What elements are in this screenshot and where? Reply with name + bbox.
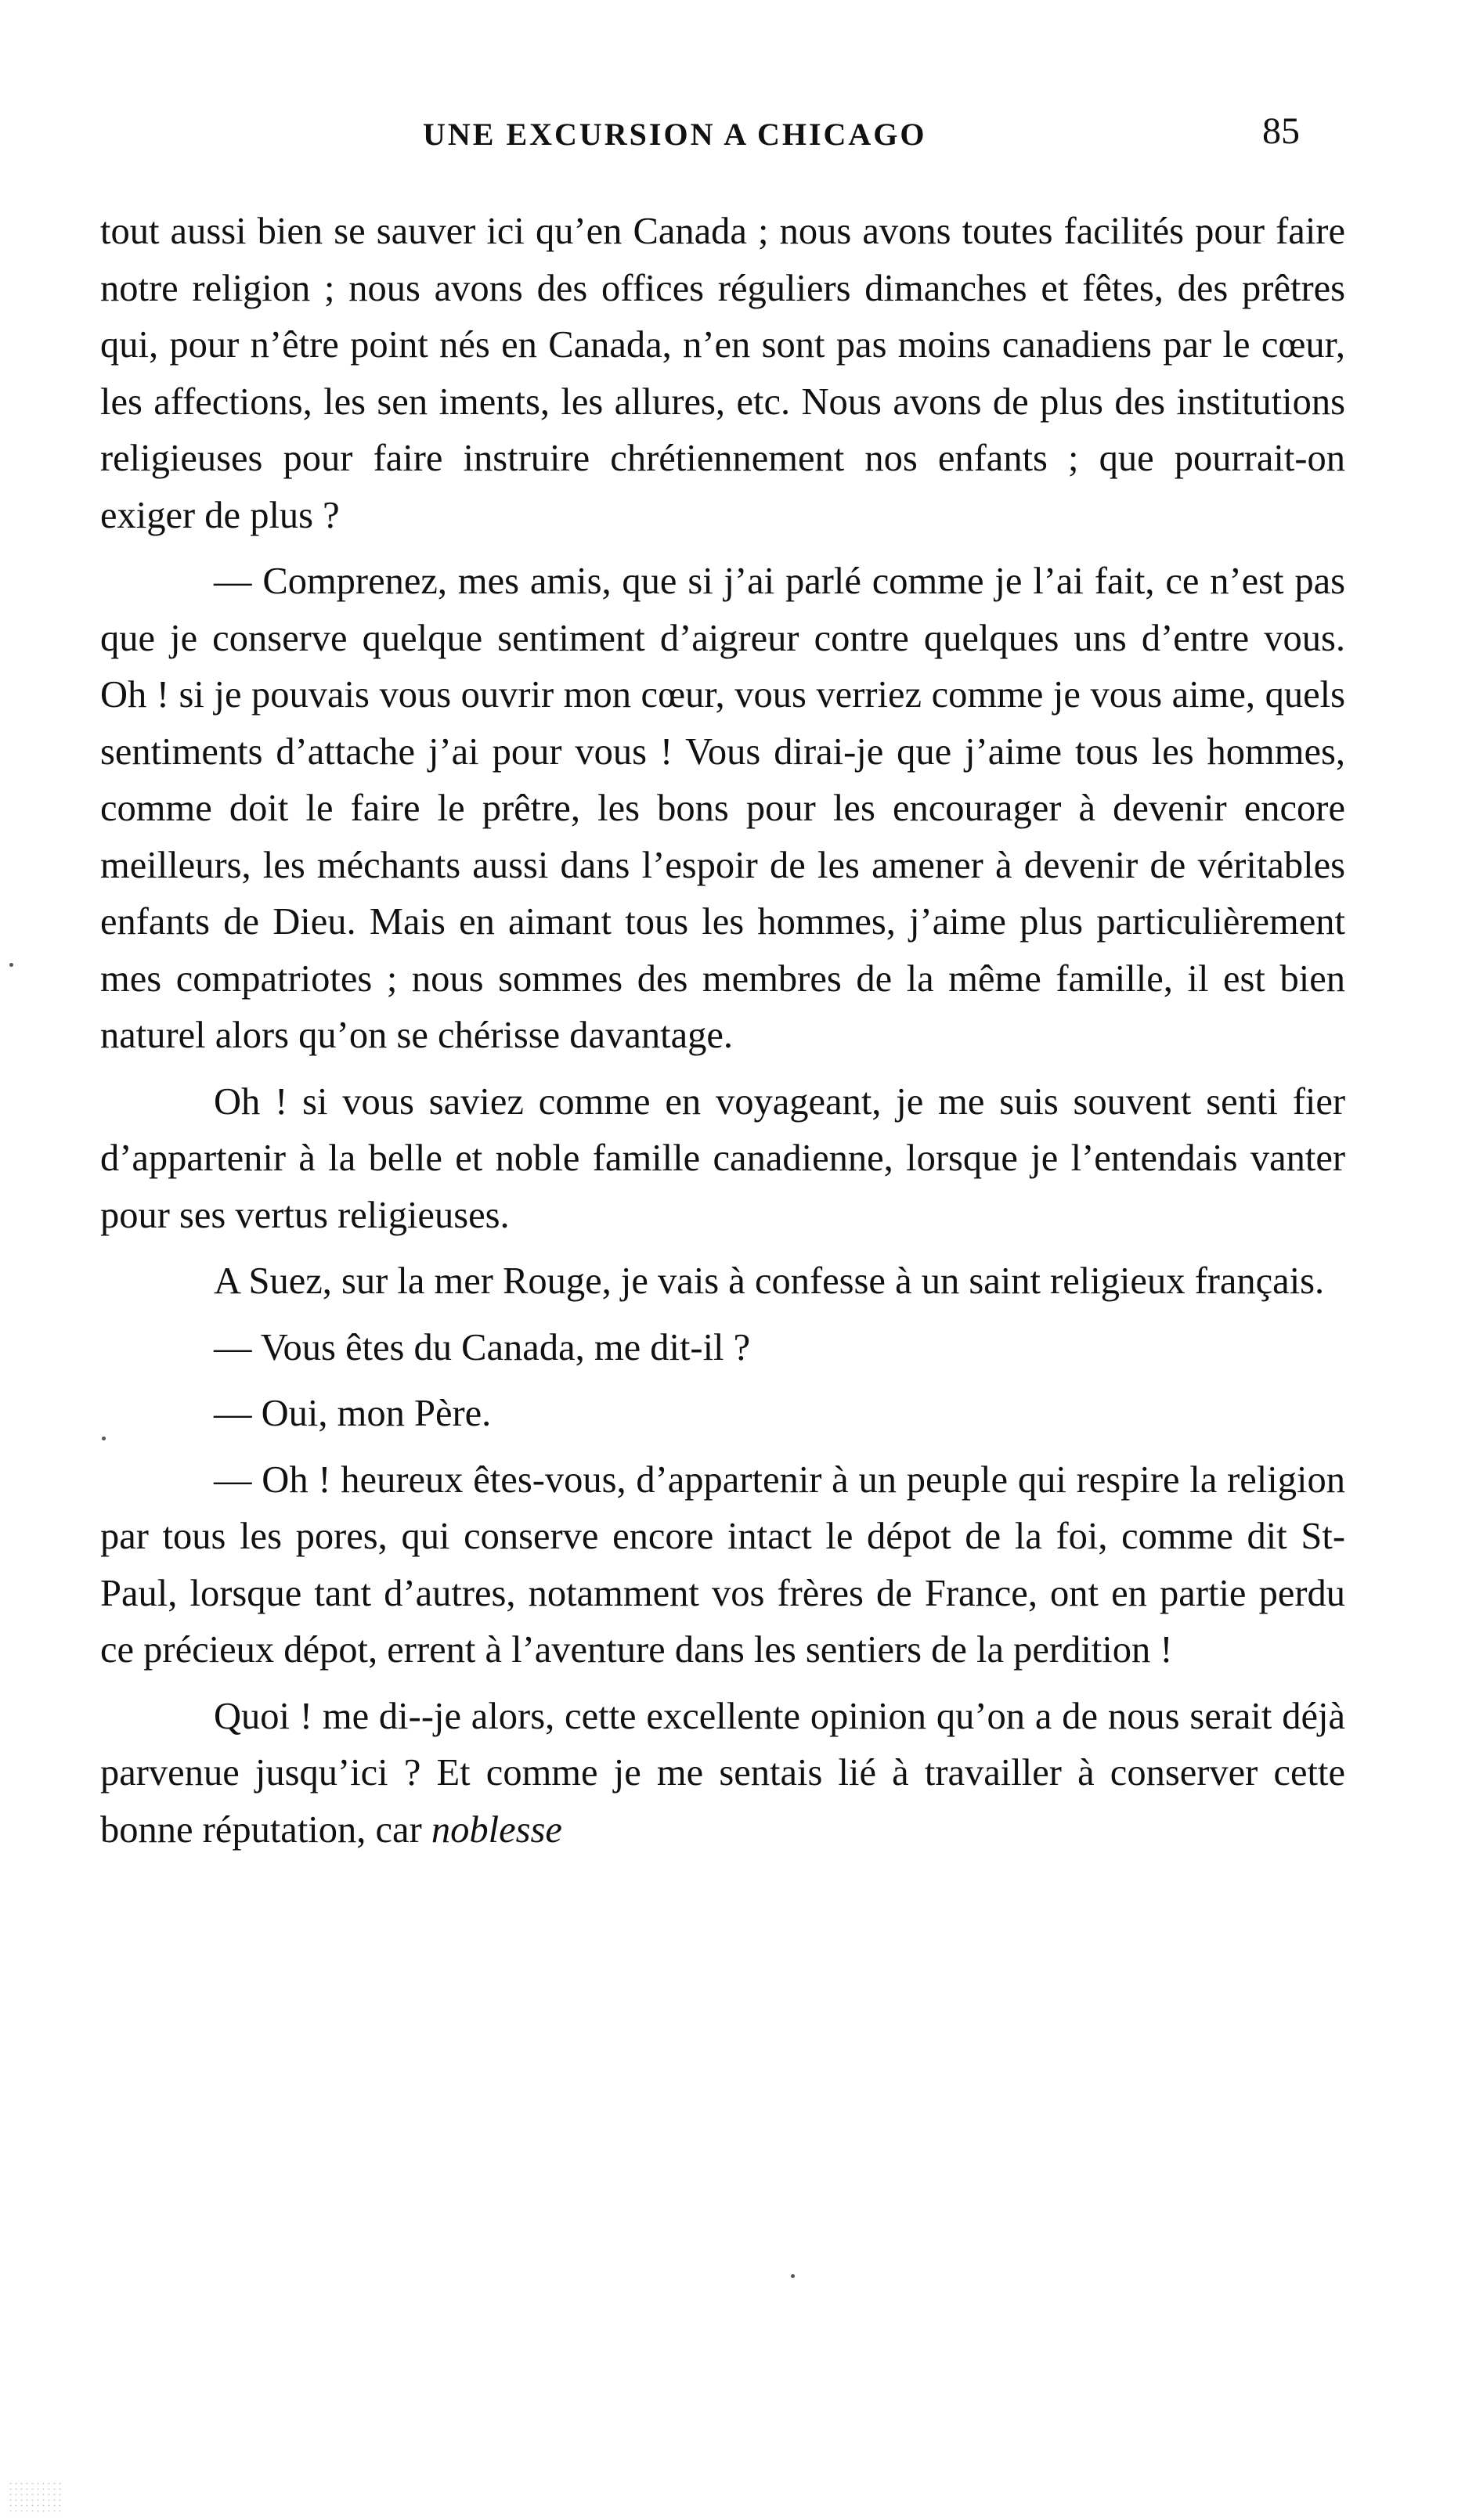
- paragraph-last-text: Quoi ! me di--je alors, cette excellente opinion qu’on a de nous serait déjà parvenue jusqu’ici ? Et comme je me sentais lié à travailler à conserver cette bonne réputation, car: [100, 1695, 1345, 1851]
- print-speck: [102, 1437, 106, 1440]
- dialogue-line: — Vous êtes du Canada, me dit-il ?: [214, 1326, 751, 1368]
- print-speck: [9, 963, 13, 967]
- running-head-title: UNE EXCURSION A CHICAGO: [423, 117, 927, 152]
- dialogue-line: — Oh ! heureux êtes-vous, d’appartenir à un peuple qui respire la religion par tous les pores, qui conserve encore intact le dépot de la foi, comme dit St-Paul, lorsque tant d’autres, notamment vos frères de France, ont en partie perdu ce précieux dépot, errent à l’aventure dans les sentiers de la perdition !: [100, 1458, 1345, 1671]
- scan-noise: [8, 2481, 63, 2512]
- paragraph-dialogue: — Comprenez, mes amis, que si j’ai parlé comme je l’ai fait, ce n’est pas que je conserve quelque sentiment d’aigreur contre quelques uns d’entre vous. Oh ! si je pouvais vous ouvrir mon cœur, vous verriez comme je vous aime, quels sentiments d’attache j’ai pour vous ! Vous dirai-je que j’aime tous les hommes, comme doit le faire le prêtre, les bons pour les encourager à devenir encore meilleurs, les méchants aussi dans l’espoir de les amener à devenir de véritables enfants de Dieu. Mais en aimant tous les hommes, j’aime plus particulièrement mes compatriotes ; nous sommes des membres de la même famille, il est bien naturel alors qu’on se chérisse davantage.: [100, 561, 1345, 1056]
- paragraph-last: [100, 1689, 1345, 1859]
- dialogue-line: — Oui, mon Père.: [214, 1393, 492, 1434]
- print-speck: [791, 2274, 795, 2278]
- page-body: [100, 204, 1345, 1858]
- paragraph: A Suez, sur la mer Rouge, je vais à confesse à un saint religieux français.: [214, 1260, 1325, 1302]
- page-number: 85: [1262, 110, 1300, 152]
- paragraph-continuation: tout aussi bien se sauver ici qu’en Canada ; nous avons toutes facilités pour faire notre religion ; nous avons des offices réguliers dimanches et fêtes, des prêtres qui, pour n’être point nés en Canada, n’en sont pas moins canadiens par le cœur, les affections, les sen iments, les allures, etc. Nous avons de plus des institutions religieuses pour faire instruire chrétiennement nos enfants ; que pourrait-on exiger de plus ?: [100, 211, 1345, 536]
- paragraph: Oh ! si vous saviez comme en voyageant, je me suis souvent senti fier d’appartenir à la belle et noble famille canadienne, lorsque je l’entendais vanter pour ses vertus religieuses.: [100, 1080, 1345, 1236]
- italic-word: noblesse: [431, 1808, 562, 1851]
